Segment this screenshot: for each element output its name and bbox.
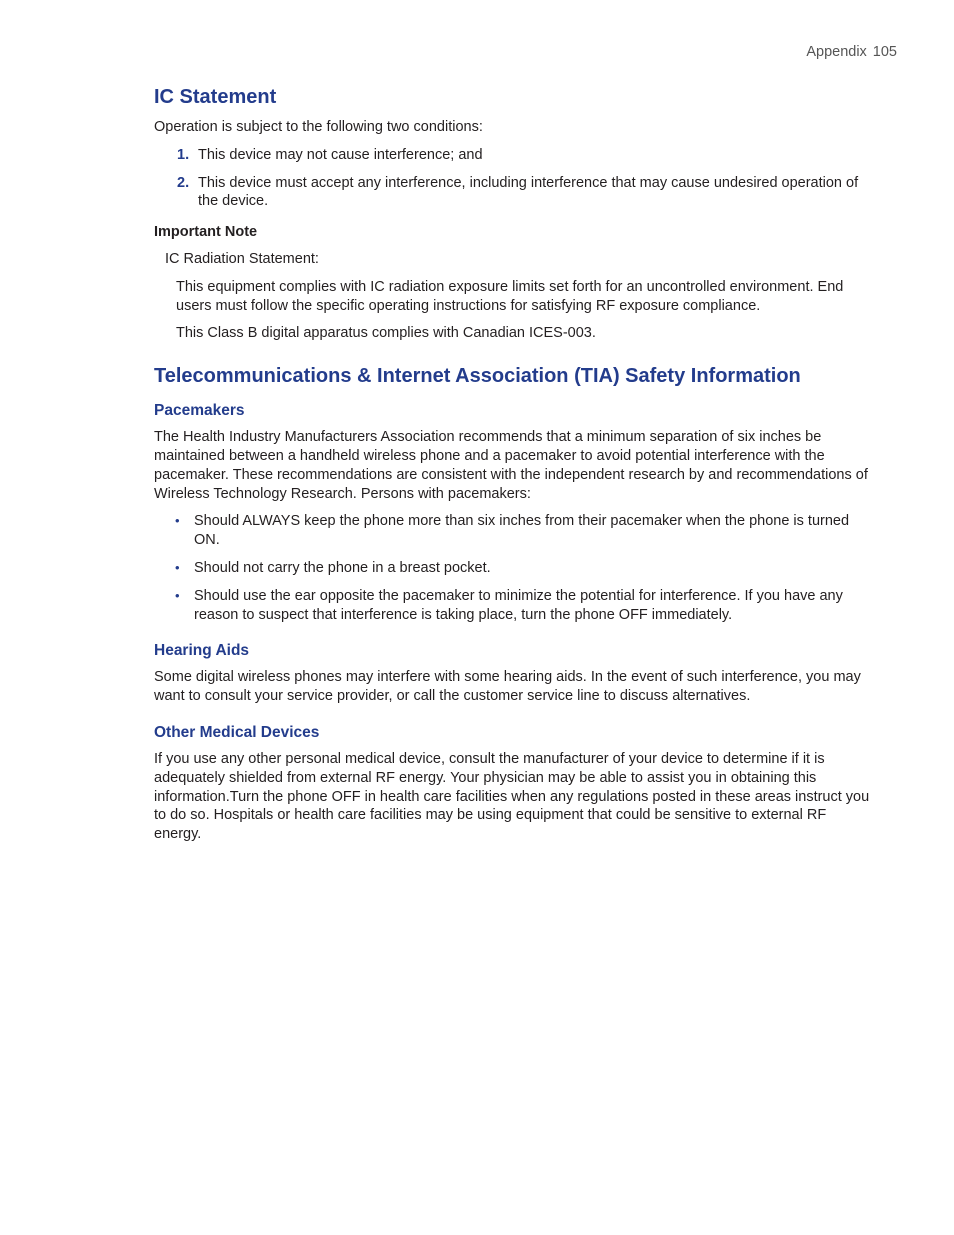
other-medical-devices-heading: Other Medical Devices <box>154 723 320 741</box>
pacemakers-heading: Pacemakers <box>154 402 245 420</box>
list-item <box>154 146 870 165</box>
pacemakers-list <box>154 512 870 624</box>
list-item <box>154 587 870 625</box>
ic-statement-title: IC Statement <box>154 86 277 108</box>
other-medical-devices-section <box>154 723 870 844</box>
bullet-icon: • <box>175 587 180 603</box>
list-item-text: Should use the ear opposite the pacemaker to minimize the potential for interference. If you have any reason to suspect that interference is taking place, turn the phone OFF immediately. <box>194 587 843 623</box>
class-b-text: This Class B digital apparatus complies with Canadian ICES-003. <box>176 325 596 342</box>
important-note-label: Important Note <box>154 224 258 241</box>
list-item-text: Should ALWAYS keep the phone more than six inches from their pacemaker when the phone is turned ON. <box>194 513 850 549</box>
list-item <box>154 174 870 212</box>
hearing-aids-section <box>154 641 870 706</box>
pacemakers-section <box>154 401 870 624</box>
hearing-aids-body: Some digital wireless phones may interfere with some hearing aids. In the event of such interference, you may want to consult your service provider, or call the customer service line to discuss alternatives. <box>154 669 861 705</box>
list-number: 2. <box>177 174 190 191</box>
header-section: Appendix <box>806 44 867 60</box>
list-item-text: This device may not cause interference; and <box>198 146 483 163</box>
list-item-text: This device must accept any interference, including interference that may cause undesired operation of the device. <box>198 174 859 210</box>
conditions-list <box>154 146 870 211</box>
list-item-text: Should not carry the phone in a breast pocket. <box>194 559 491 576</box>
page-number: 105 <box>872 44 897 60</box>
ic-intro: Operation is subject to the following two conditions: <box>154 119 483 135</box>
pacemakers-body: The Health Industry Manufacturers Association recommends that a minimum separation of six inches be maintained between a handheld wireless phone and a pacemaker to avoid potential interference with the pacemaker. These recommendations are consistent with the independent research by and recommendations of Wireless Technology Research. Persons with pacemakers: <box>154 429 868 502</box>
page-header <box>806 44 897 60</box>
radiation-text: This equipment complies with IC radiation exposure limits set forth for an uncontrolled environment. End users must follow the specific operating instructions for satisfying RF exposure compliance. <box>176 278 844 314</box>
page-content <box>154 84 870 861</box>
list-item <box>154 559 870 578</box>
tia-title: Telecommunications & Internet Association (TIA) Safety Information <box>154 365 801 388</box>
list-item <box>154 512 870 550</box>
list-number: 1. <box>177 146 190 163</box>
hearing-aids-heading: Hearing Aids <box>154 642 250 660</box>
radiation-label: IC Radiation Statement: <box>165 250 319 267</box>
bullet-icon: • <box>175 513 180 529</box>
bullet-icon: • <box>175 559 180 575</box>
other-medical-devices-body: If you use any other personal medical device, consult the manufacturer of your device to determine if it is adequately shielded from external RF energy. Your physician may be able to assist you in obtaining this information.Turn the phone OFF in health care facilities when any regulations posted in these areas instruct you to do so. Hospitals or health care facilities may be using equipment that could be sensitive to external RF energy. <box>154 750 870 843</box>
